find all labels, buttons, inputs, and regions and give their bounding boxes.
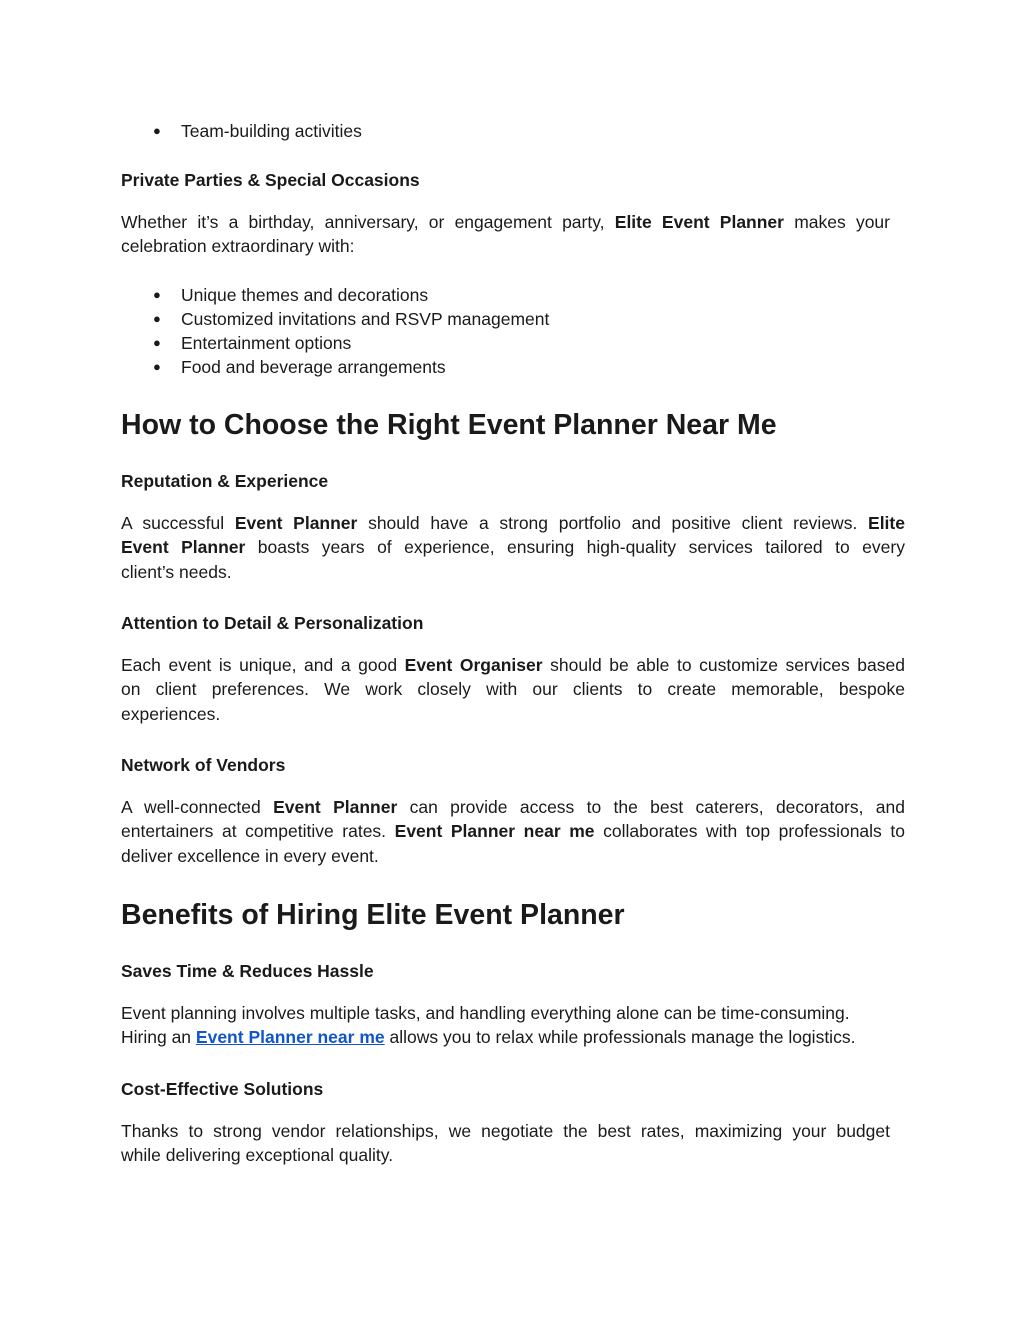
section-heading-private-parties: Private Parties & Special Occasions — [121, 170, 420, 190]
bullet-icon: ● — [153, 123, 161, 138]
subheading-attention: Attention to Detail & Personalization — [121, 613, 424, 633]
paragraph-saves-time: Event planning involves multiple tasks, and handling everything alone can be time-consuming. Hiring an Event Planner near me allows you to relax while professionals manage the logistics. — [121, 1003, 856, 1048]
subheading-network: Network of Vendors — [121, 755, 286, 775]
paragraph-cost-effective: Thanks to strong vendor relationships, we negotiate the best rates, maximizing your budget while delivering exceptional quality. — [121, 1121, 890, 1166]
paragraph-network: A well-connected Event Planner can provide access to the best caterers, decorators, and entertainers at competitive rates. Event Planner near me collaborates with top professionals to deliver excellence in every event. — [121, 797, 905, 866]
bullet-icon: ● — [153, 287, 161, 302]
subheading-cost-effective: Cost-Effective Solutions — [121, 1079, 324, 1099]
section-heading-how-to-choose: How to Choose the Right Event Planner Near Me — [121, 409, 777, 441]
subheading-saves-time: Saves Time & Reduces Hassle — [121, 961, 374, 981]
document-page: ● Team-building activities Private Parties & Special Occasions Whether it’s a birthday, anniversary, or engagement party, Elite Event Planner makes your celebration extraordinary with: ● Unique themes and decorations ● Customized invitations and RSVP management ● Entertainment options ● Food and beverage arrangements How to Choose the Right Event Planner Near Me Reputation & Experience A successful Event Planner should have a strong portfolio and positive client reviews. Elite Event Planner boasts years of experience, ensuring high-quality services tailored to every client’s needs. Attention to Detail & Personalization Each event is unique, and a good Event Organiser should be able to customize services based on client preferences. We work closely with our clients to create memorable, bespoke experiences. Network of Vendors A well-connected Event Planner can provide access to the best caterers, decorators, and entertainers at competitive rates. Event Planner near me collaborates with top professionals to deliver excellence in every event. Benefits of Hiring Elite Event Planner Saves Time & Reduces Hassle Event planning involves multiple tasks, and handling everything alone can be time-consuming. Hiring an Event Planner near me allows you to relax while professionals manage the logistics. Cost-Effective Solutions Thanks to strong vendor relationships, we negotiate the best rates, maximizing your budget while delivering exceptional quality. — [0, 0, 1024, 1325]
section-heading-benefits: Benefits of Hiring Elite Event Planner — [121, 899, 625, 931]
bullet-icon: ● — [153, 311, 161, 326]
bullet-icon: ● — [153, 335, 161, 350]
subheading-reputation: Reputation & Experience — [121, 471, 329, 491]
paragraph-attention: Each event is unique, and a good Event Organiser should be able to customize services based on client preferences. We work closely with our clients to create memorable, bespoke experiences. — [121, 655, 905, 724]
paragraph-private-intro: Whether it’s a birthday, anniversary, or engagement party, Elite Event Planner makes your celebration extraordinary with: — [121, 212, 890, 257]
bullet-icon: ● — [153, 359, 161, 374]
paragraph-reputation: A successful Event Planner should have a strong portfolio and positive client reviews. Elite Event Planner boasts years of experience, ensuring high-quality services tailored to every client’s needs. — [121, 513, 905, 582]
event-planner-near-me-link[interactable]: Event Planner near me — [195, 1027, 385, 1048]
